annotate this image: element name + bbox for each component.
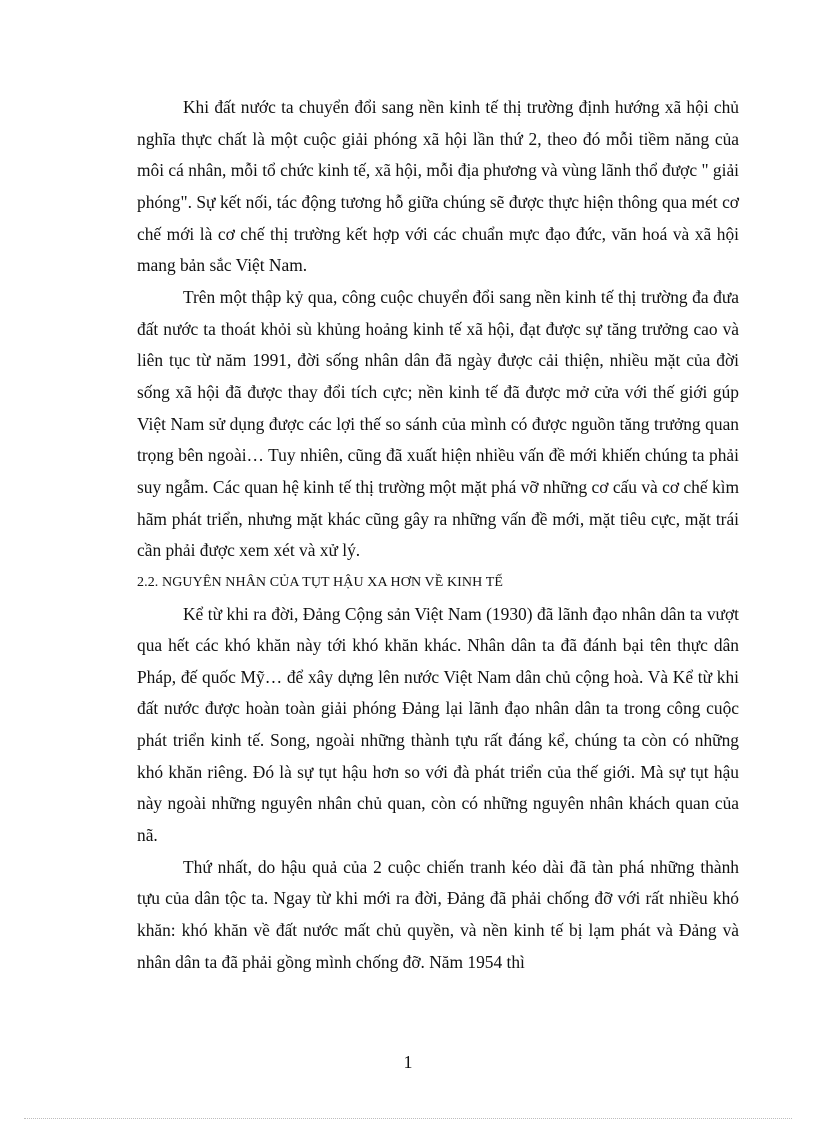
paragraph-first-cause: Thứ nhất, do hậu quả của 2 cuộc chiến tranh kéo dài đã tàn phá những thành tựu của dân tộc ta. Ngay từ khi mới ra đời, Đảng đã phải chống đỡ với rất nhiều khó khăn: khó khăn về đất nước mất chủ quyền, và nền kinh tế bị lạm phát và Đảng và nhân dân ta đã phải gồng mình chống đỡ. Năm 1954 thì [137, 856, 739, 972]
footer-divider [24, 1118, 792, 1119]
paragraph-party-leadership: Kể từ khi ra đời, Đảng Cộng sản Việt Nam (1930) đã lãnh đạo nhân dân ta vượt qua hết các khó khăn này tới khó khăn khác. Nhân dân ta đã đánh bại tên thực dân Pháp, đế quốc Mỹ… để xây dựng lên nước Việt Nam dân chủ cộng hoà. Và Kể từ khi đất nước được hoàn toàn giải phóng Đảng lại lãnh đạo nhân dân ta trong công cuộc phát triển kinh tế. Song, ngoài những thành tựu rất đáng kể, chúng ta còn có những khó khăn riêng. Đó là sự tụt hậu hơn so với đà phát triển của thế giới. Mà sự tụt hậu này ngoài những nguyên nhân chủ quan, còn có những nguyên nhân khách quan của nã. [137, 603, 739, 846]
page-number: 1 [403, 1052, 413, 1072]
paragraph-decade-achievements: Trên một thập kỷ qua, công cuộc chuyển đổi sang nền kinh tế thị trường đa đưa đất nước ta thoát khỏi sù khủng hoảng kinh tế xã hội, đạt được sự tăng trưởng cao và liên tục từ năm 1991, đời sống nhân dân đã ngày được cải thiện, nhiều mặt của đời sống xã hội đã được thay đổi tích cực; nền kinh tế đã được mở cửa với thế giới gúp Việt Nam sử dụng được các lợi thế so sánh của mình có được nguồn tăng trưởng quan trọng bên ngoài… Tuy nhiên, cũng đã xuất hiện nhiều vấn đề mới khiến chúng ta phải suy ngẫm. Các quan hệ kinh tế thị trường một mặt phá vỡ những cơ cấu và cơ chế kìm hãm phát triển, nhưng mặt khác cũng gây ra những vấn đề mới, mặt tiêu cực, mặt trái cần phải được xem xét và xử lý. [137, 286, 739, 561]
paragraph-transition-market-economy: Khi đất nước ta chuyển đổi sang nền kinh tế thị trường định hướng xã hội chủ nghĩa thực chất là một cuộc giải phóng xã hội lần thứ 2, theo đó mỗi tiềm năng của môi cá nhân, mỗi tổ chức kinh tế, xã hội, mỗi địa phương và vùng lãnh thổ được " giải phóng". Sự kết nối, tác động tương hỗ giữa chúng sẽ được thực hiện thông qua mét cơ chế mới là cơ chế thị trường kết hợp với các chuẩn mực đạo đức, văn hoá và xã hội mang bản sắc Việt Nam. [137, 97, 739, 276]
section-heading: 2.2. NGUYÊN NHÂN CỦA TỤT HẬU XA HƠN VỀ KINH TẾ [137, 574, 504, 590]
body-text [137, 92, 739, 978]
